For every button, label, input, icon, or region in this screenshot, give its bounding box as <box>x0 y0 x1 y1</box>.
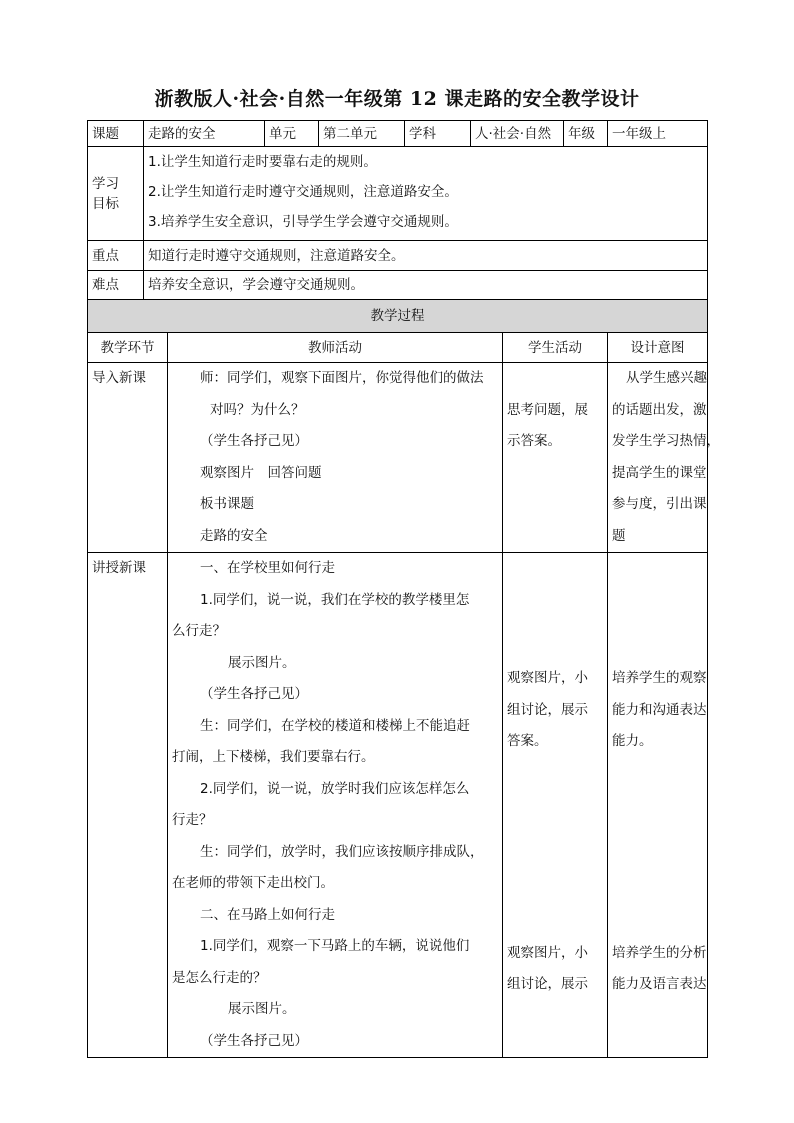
teacher-line: 一、在学校里如何行走 <box>200 560 335 576</box>
column-header-row <box>88 333 708 363</box>
student-line: 组讨论，展示 <box>507 701 588 718</box>
intro-intent <box>608 363 720 553</box>
lesson-value: 走路的安全 <box>144 121 265 147</box>
student-line: 观察图片，小 <box>507 944 588 961</box>
teacher-line: 1.同学们，观察一下马路上的车辆，说说他们 <box>200 938 470 954</box>
intent-line: 从学生感兴趣 <box>626 370 707 386</box>
intro-row <box>88 363 708 553</box>
intro-student <box>503 363 608 553</box>
col-intent-header: 设计意图 <box>608 333 708 363</box>
intent-line: 能力及语言表达 <box>612 976 707 992</box>
student-line: 观察图片，小 <box>507 670 588 686</box>
col-student-header: 学生活动 <box>503 333 608 363</box>
new-lesson-row <box>88 553 708 1058</box>
teacher-line: （学生各抒己见） <box>200 1032 308 1049</box>
intent-line: 的话题出发，激 <box>612 401 707 418</box>
col-teacher-header: 教师活动 <box>168 333 503 363</box>
subject-label: 学科 <box>405 121 471 147</box>
intro-stage-label: 导入新课 <box>92 370 146 386</box>
teacher-line: 1.同学们，说一说，我们在学校的教学楼里怎 <box>200 591 470 608</box>
teacher-line: 在老师的带领下走出校门。 <box>172 875 334 891</box>
difficulty-label: 难点 <box>88 271 144 300</box>
difficulty-value: 培养安全意识，学会遵守交通规则。 <box>144 271 708 300</box>
grade-value: 一年级上 <box>608 121 708 147</box>
intent-line: 题 <box>612 527 626 544</box>
lesson-label: 课题 <box>88 121 144 147</box>
new-lesson-student <box>503 553 608 1058</box>
teacher-line: 打闹，上下楼梯，我们要靠右行。 <box>172 749 375 765</box>
process-banner-row <box>88 300 708 333</box>
goal-item: 2.让学生知道行走时遵守交通规则，注意道路安全。 <box>148 184 458 200</box>
teacher-line: 是怎么行走的？ <box>172 969 267 986</box>
teacher-line: 观察图片 回答问题 <box>200 464 322 481</box>
teacher-line: 走路的安全 <box>200 527 268 544</box>
goals-label-line2: 目标 <box>92 195 119 212</box>
intent-line: 发学生学习热情， <box>612 433 720 449</box>
key-point-label: 重点 <box>88 241 144 271</box>
teacher-line: 行走？ <box>172 812 213 828</box>
teacher-line: 师：同学们，观察下面图片，你觉得他们的做法 <box>200 370 484 386</box>
grade-label: 年级 <box>564 121 608 147</box>
process-banner: 教学过程 <box>88 300 708 333</box>
lesson-plan-table <box>87 120 720 1058</box>
intro-stage <box>88 363 168 553</box>
key-point-value: 知道行走时遵守交通规则，注意道路安全。 <box>144 241 708 271</box>
intro-teacher <box>168 363 503 553</box>
goal-item: 1.让学生知道行走时要靠右走的规则。 <box>148 154 377 170</box>
teacher-line: 2.同学们，说一说，放学时我们应该怎样怎么 <box>200 780 470 797</box>
student-line: 思考问题，展 <box>507 401 588 418</box>
unit-value: 第二单元 <box>319 121 405 147</box>
student-line: 答案。 <box>507 733 548 749</box>
intent-line: 能力。 <box>612 733 653 749</box>
new-lesson-teacher <box>168 553 503 1058</box>
teacher-line: （学生各抒己见） <box>200 686 308 702</box>
teacher-line: 生：同学们，在学校的楼道和楼梯上不能追赶 <box>200 717 470 734</box>
header-row <box>88 121 708 147</box>
new-lesson-intent <box>608 553 708 1058</box>
goals-row <box>88 147 708 241</box>
intent-line: 培养学生的观察 <box>612 670 707 686</box>
intent-line: 能力和沟通表达 <box>612 701 707 718</box>
teacher-line: （学生各抒己见） <box>200 433 308 449</box>
teacher-line: 么行走？ <box>172 623 226 639</box>
goals-label-line1: 学习 <box>92 175 119 192</box>
intent-line: 培养学生的分析 <box>612 944 707 961</box>
document-title: 浙教版人·社会·自然一年级第 12 课走路的安全教学设计 <box>154 88 640 110</box>
student-line <box>507 363 603 395</box>
subject-value: 人·社会·自然 <box>471 121 564 147</box>
student-line: 组讨论，展示 <box>507 976 588 992</box>
teacher-line: 对吗？为什么？ <box>210 401 305 418</box>
goals-label <box>88 147 144 241</box>
teacher-line: 展示图片。 <box>228 1001 296 1017</box>
intent-line: 提高学生的课堂 <box>612 464 707 481</box>
new-lesson-stage-label: 讲授新课 <box>92 560 146 576</box>
student-line: 示答案。 <box>507 433 561 449</box>
new-lesson-stage <box>88 553 168 1058</box>
teacher-line: 展示图片。 <box>228 654 296 671</box>
teacher-line: 板书课题 <box>200 496 254 512</box>
goal-item: 3.培养学生安全意识，引导学生学会遵守交通规则。 <box>148 214 458 230</box>
goals-list <box>144 147 708 241</box>
col-stage-header: 教学环节 <box>88 333 168 363</box>
unit-label: 单元 <box>265 121 319 147</box>
teacher-line: 生：同学们，放学时，我们应该按顺序排成队， <box>200 843 484 860</box>
difficulty-row <box>88 271 708 300</box>
intent-line: 参与度，引出课 <box>612 496 707 512</box>
teacher-line: 二、在马路上如何行走 <box>200 906 335 923</box>
key-point-row <box>88 241 708 271</box>
